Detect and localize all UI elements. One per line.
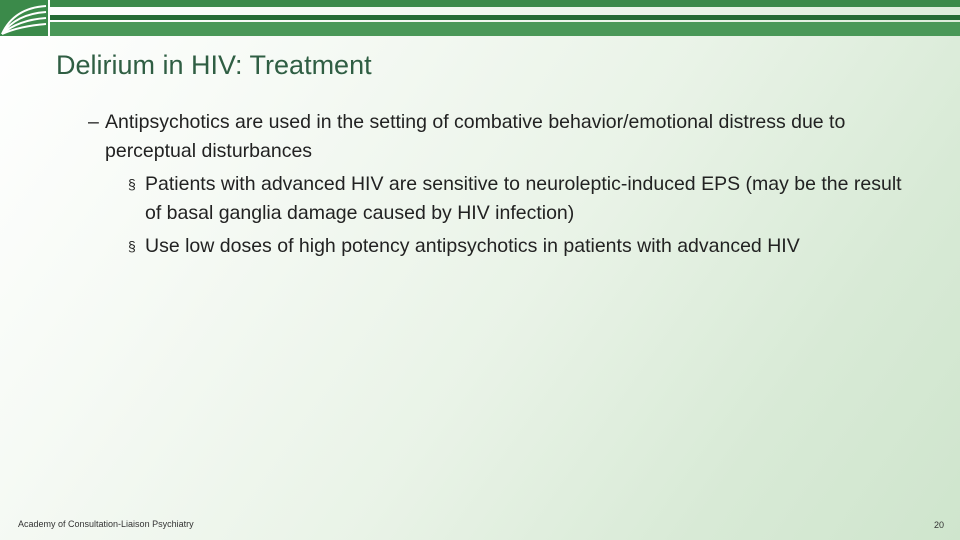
- sub-bullet-text: Patients with advanced HIV are sensitive to neuroleptic-induced EPS (may be the result of basal ganglia damage caused by HIV infection): [145, 173, 902, 224]
- sub-bullet-text: Use low doses of high potency antipsychotics in patients with advanced HIV: [145, 235, 800, 257]
- page-number: 20: [934, 520, 945, 530]
- bullet-item: [88, 108, 908, 166]
- header-bar-middle: [50, 15, 960, 20]
- arc-logo-icon: [0, 0, 48, 36]
- logo: [0, 0, 48, 36]
- footer-organization: Academy of Consultation-Liaison Psychiatry: [18, 519, 194, 529]
- header-bar-top: [50, 0, 960, 7]
- sub-bullet-item: [88, 170, 908, 228]
- dash-marker: –: [88, 111, 99, 133]
- square-bullet-icon: §: [128, 176, 136, 192]
- slide-title: Delirium in HIV: Treatment: [56, 50, 372, 80]
- square-bullet-icon: §: [128, 238, 136, 254]
- bullet-text: Antipsychotics are used in the setting of combative behavior/emotional distress due to perceptual disturbances: [105, 111, 846, 162]
- sub-bullet-item: [88, 232, 908, 261]
- header-bar-bottom: [50, 22, 960, 36]
- slide-content: [88, 108, 908, 261]
